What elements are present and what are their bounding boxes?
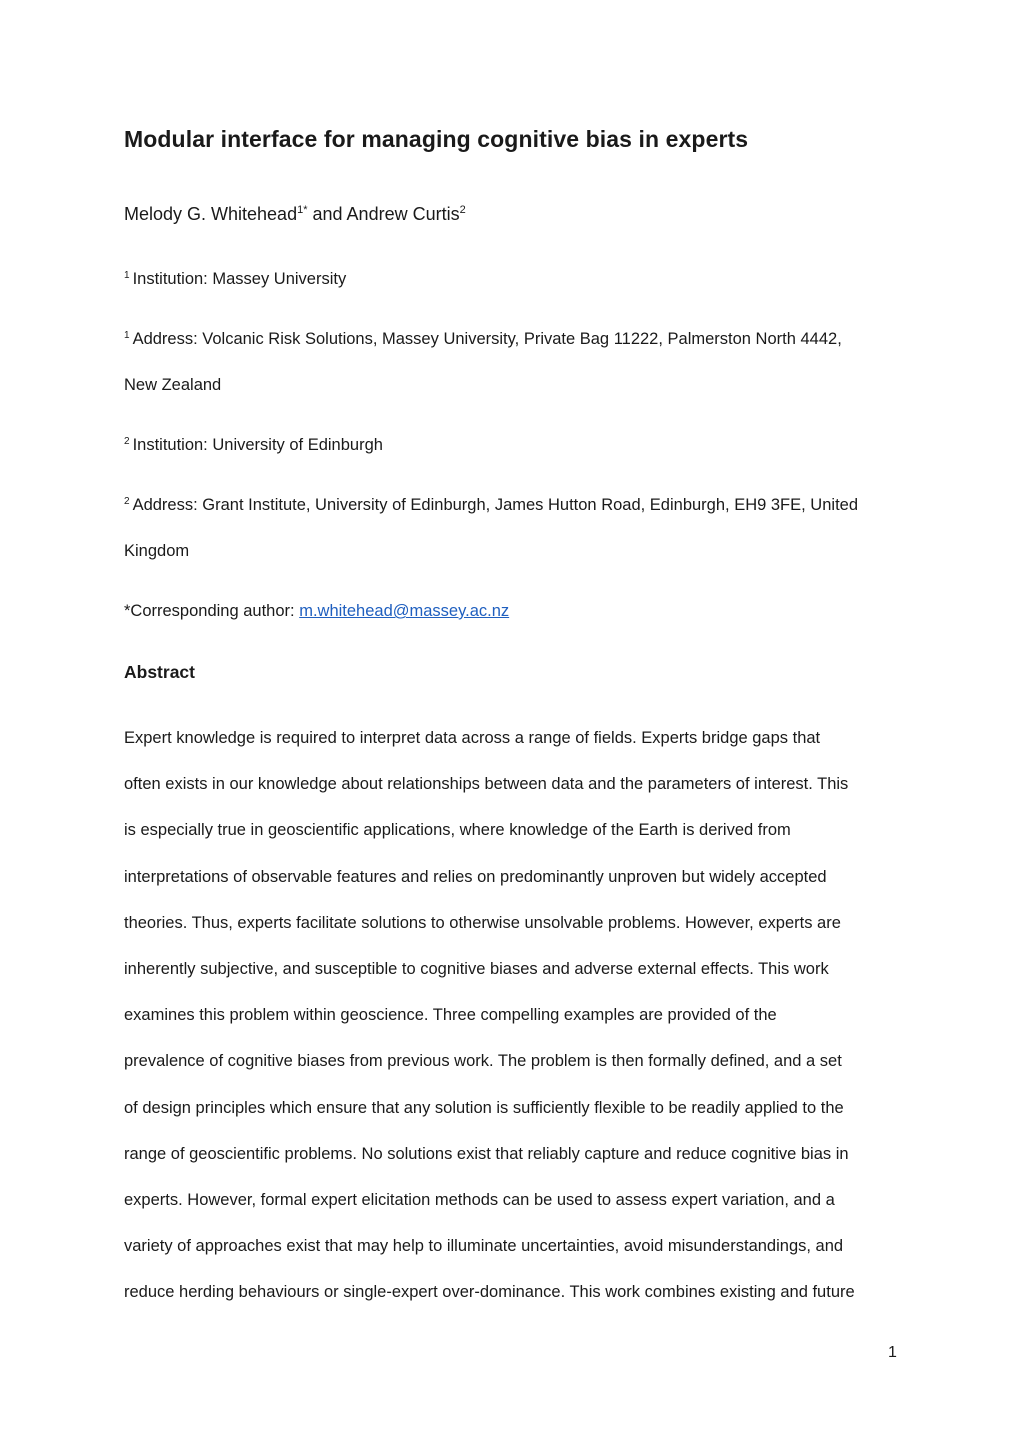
corresponding-author [124, 602, 509, 621]
affiliation-text: Address: Volcanic Risk Solutions, Massey University, Private Bag 11222, Palmerston North 4442, [132, 330, 842, 348]
affiliation-text: Institution: University of Edinburgh [132, 436, 383, 454]
abstract-line: theories. Thus, experts facilitate solutions to otherwise unsolvable problems. However, experts are [124, 913, 841, 932]
page-number: 1 [888, 1344, 897, 1361]
abstract-line: is especially true in geoscientific applications, where knowledge of the Earth is derived from [124, 821, 791, 840]
author-name: Melody G. Whitehead [124, 204, 298, 224]
abstract-line: experts. However, formal expert elicitation methods can be used to assess expert variation, and a [124, 1190, 835, 1209]
author-name: Andrew Curtis [346, 204, 460, 224]
affiliation-text: Address: Grant Institute, University of Edinburgh, James Hutton Road, Edinburgh, EH9 3FE, United [132, 496, 859, 514]
abstract-line: range of geoscientific problems. No solutions exist that reliably capture and reduce cognitive bias in [124, 1144, 849, 1163]
abstract-line: of design principles which ensure that any solution is sufficiently flexible to be readily applied to the [124, 1098, 844, 1117]
affiliation-line [124, 330, 842, 349]
affiliation-marker: 2 [124, 436, 130, 447]
abstract-line: variety of approaches exist that may help to illuminate uncertainties, avoid misunderstandings, and [124, 1237, 844, 1256]
affiliation-marker: 1 [124, 270, 130, 281]
corresponding-label: *Corresponding author: [124, 602, 300, 620]
paper-title: Modular interface for managing cognitive bias in experts [124, 126, 749, 152]
email-link[interactable]: m.whitehead@massey.ac.nz [299, 602, 510, 620]
affiliation-continuation: Kingdom [124, 542, 190, 560]
abstract-line: prevalence of cognitive biases from previous work. The problem is then formally defined, and a set [124, 1052, 842, 1071]
affiliation-marker: 1 [124, 330, 130, 341]
affiliation-text: Institution: Massey University [132, 270, 347, 288]
affiliation-continuation: New Zealand [124, 376, 222, 394]
affiliation-line [124, 270, 346, 289]
author-affiliation-marker: 1* [297, 204, 308, 216]
abstract-line: often exists in our knowledge about relationships between data and the parameters of interest. This [124, 775, 849, 794]
abstract-body [124, 724, 904, 1324]
author-affiliation-marker: 2 [459, 204, 466, 216]
abstract-line: Expert knowledge is required to interpret data across a range of fields. Experts bridge gaps that [124, 729, 821, 747]
author-list [124, 204, 466, 225]
affiliation-line [124, 436, 383, 455]
affiliation-line [124, 496, 858, 515]
abstract-line: inherently subjective, and susceptible to cognitive biases and adverse external effects. This work [124, 959, 829, 978]
abstract-line: reduce herding behaviours or single-expert over-dominance. This work combines existing and future [124, 1283, 855, 1302]
abstract-line: examines this problem within geoscience. Three compelling examples are provided of the [124, 1006, 777, 1025]
affiliation-marker: 2 [124, 496, 130, 507]
author-conjunction: and [307, 204, 347, 224]
abstract-heading: Abstract [124, 662, 195, 682]
abstract-line: interpretations of observable features and relies on predominantly unproven but widely accepted [124, 867, 827, 886]
